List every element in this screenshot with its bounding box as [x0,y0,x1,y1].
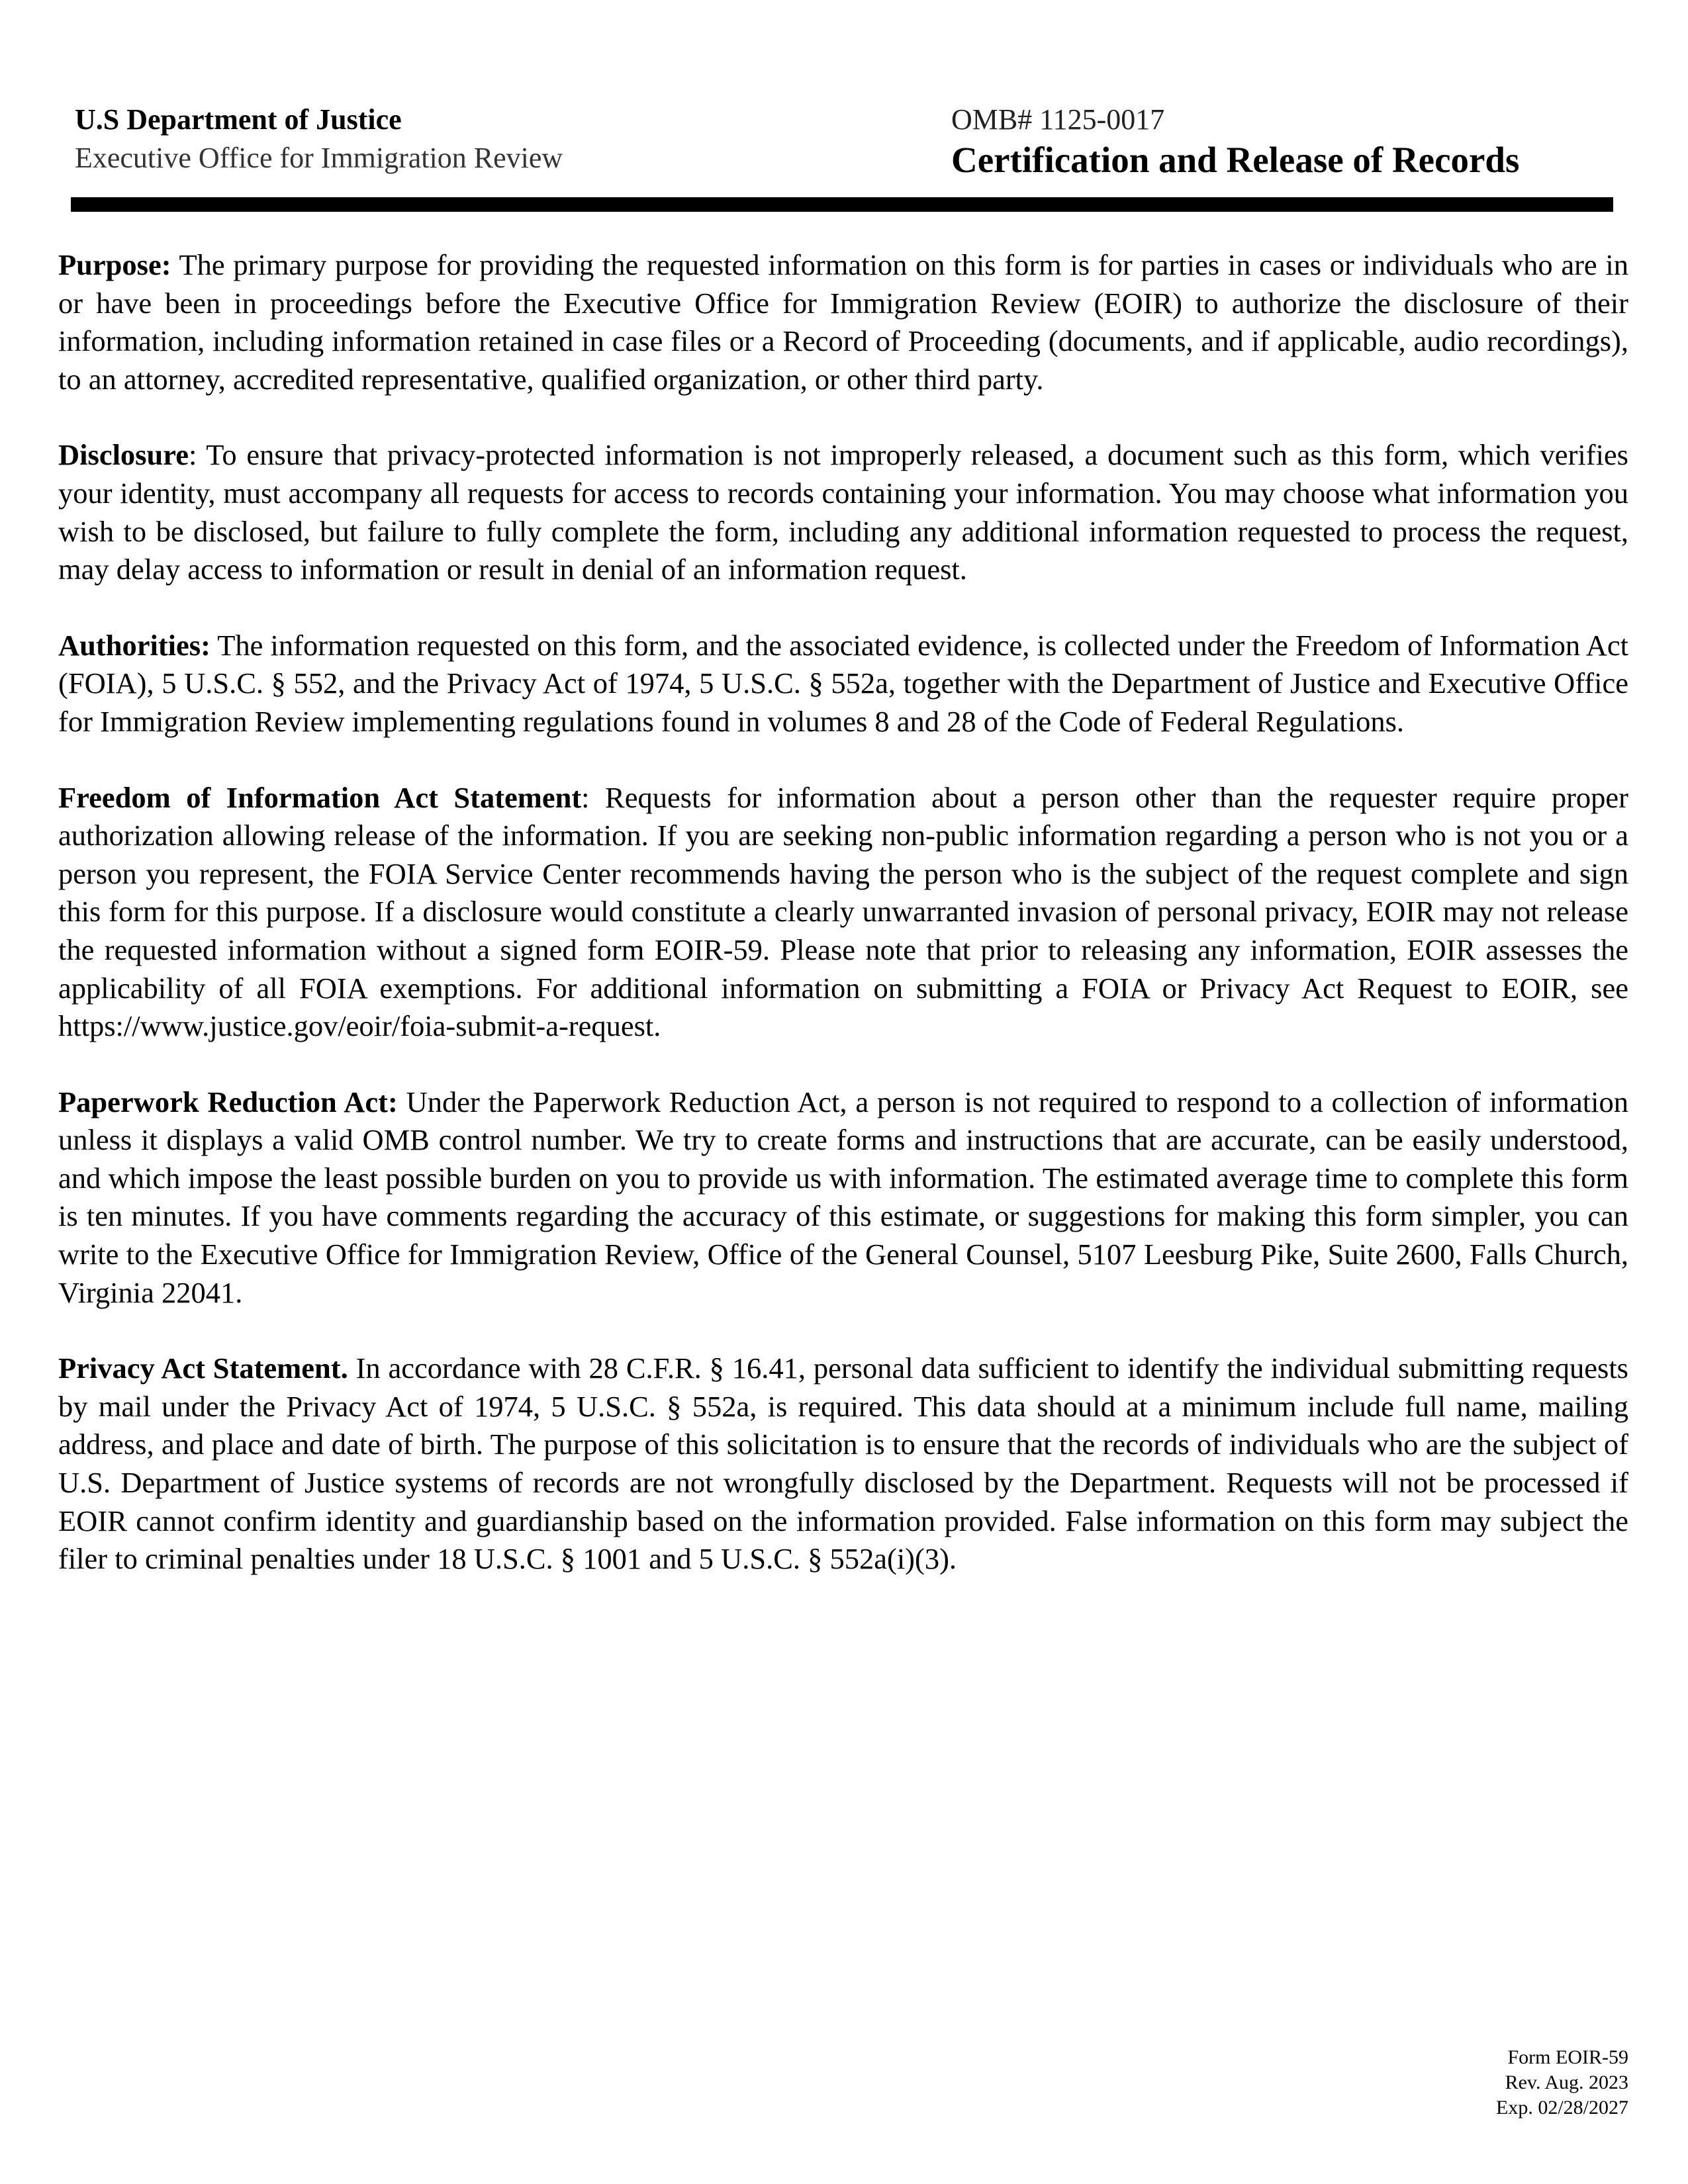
header-divider [71,197,1613,212]
form-title: Certification and Release of Records [951,140,1520,180]
section-label: Paperwork Reduction Act: [58,1085,398,1118]
authorities-section [58,627,1628,741]
section-label: Purpose: [58,248,171,281]
page-header [75,101,1615,187]
department-name: U.S Department of Justice [75,103,402,136]
section-text: The information requested on this form, and the associated evidence, is collected under the Freedom of Information Act (FOIA), 5 U.S.C. § 552, and the Privacy Act of 1974, 5 U.S.C. § 552a, together with the Department of Justice and Executive Office for Immigration Review implementing regulations found in volumes 8 and 28 of the Code of Federal Regulations. [58,628,1628,738]
privacy-act-section [58,1349,1628,1578]
section-text: : To ensure that privacy-protected information is not improperly released, a document such as this form, which verifies your identity, must accompany all requests for access to records containing your information. You may choose what information you wish to be disclosed, but failure to fully complete the form, including any additional information requested to process the request, may delay access to information or result in denial of an information request. [58,438,1628,586]
office-name: Executive Office for Immigration Review [75,142,563,174]
section-text: In accordance with 28 C.F.R. § 16.41, personal data sufficient to identify the individual submitting requests by mail under the Privacy Act of 1974, 5 U.S.C. § 552a, is required. This data should at a minimum include full name, mailing address, and place and date of birth. The purpose of this solicitation is to ensure that the records of individuals who are the subject of U.S. Department of Justice systems of records are not wrongfully disclosed by the Department. Requests will not be processed if EOIR cannot confirm identity and guardianship based on the information provided. False information on this form may subject the filer to criminal penalties under 18 U.S.C. § 1001 and 5 U.S.C. § 552a(i)(3). [58,1351,1629,1576]
section-text: : Requests for information about a person other than the requester require proper authorization allowing release of the information. If you are seeking non-public information regarding a person who is not you or a person you represent, the FOIA Service Center recommends having the person who is the subject of the request complete and sign this form for this purpose. If a disclosure would constitute a clearly unwarranted invasion of personal privacy, EOIR may not release the requested information without a signed form EOIR-59. Please note that prior to releasing any information, EOIR assesses the applicability of all FOIA exemptions. For additional information on submitting a FOIA or Privacy Act Request to EOIR, see https://www.justice.gov/eoir/foia-submit-a-request. [58,780,1628,1043]
purpose-section [58,246,1628,398]
form-number: Form EOIR-59 [1507,2046,1628,2068]
foia-statement-section [58,779,1628,1046]
document-body [58,246,1628,1616]
section-label: Freedom of Information Act Statement [58,780,582,814]
disclosure-section [58,436,1628,588]
section-label: Disclosure [58,438,189,472]
agency-block [75,101,563,177]
form-footer [1496,2045,1628,2120]
omb-number: OMB# 1125-0017 [951,103,1165,136]
section-text: Under the Paperwork Reduction Act, a person is not required to respond to a collection of information unless it displays a valid OMB control number. We try to create forms and instructions that are accurate, can be easily understood, and which impose the least possible burden on you to provide us with information. The estimated average time to complete this form is ten minutes. If you have comments regarding the accuracy of this estimate, or suggestions for making this form simpler, you can write to the Executive Office for Immigration Review, Office of the General Counsel, 5107 Leesburg Pike, Suite 2600, Falls Church, Virginia 22041. [58,1085,1628,1309]
revision-date: Rev. Aug. 2023 [1505,2071,1628,2093]
section-text: The primary purpose for providing the requested information on this form is for parties in cases or individuals who are in or have been in proceedings before the Executive Office for Immigration Review (EOIR) to authorize the disclosure of their information, including information retained in case files or a Record of Proceeding (documents, and if applicable, audio recordings), to an attorney, accredited representative, qualified organization, or other third party. [58,248,1628,396]
form-id-block [951,101,1519,181]
section-label: Privacy Act Statement. [58,1351,348,1385]
expiration-date: Exp. 02/28/2027 [1496,2097,1628,2118]
paperwork-reduction-section [58,1083,1628,1312]
section-label: Authorities: [58,628,211,662]
